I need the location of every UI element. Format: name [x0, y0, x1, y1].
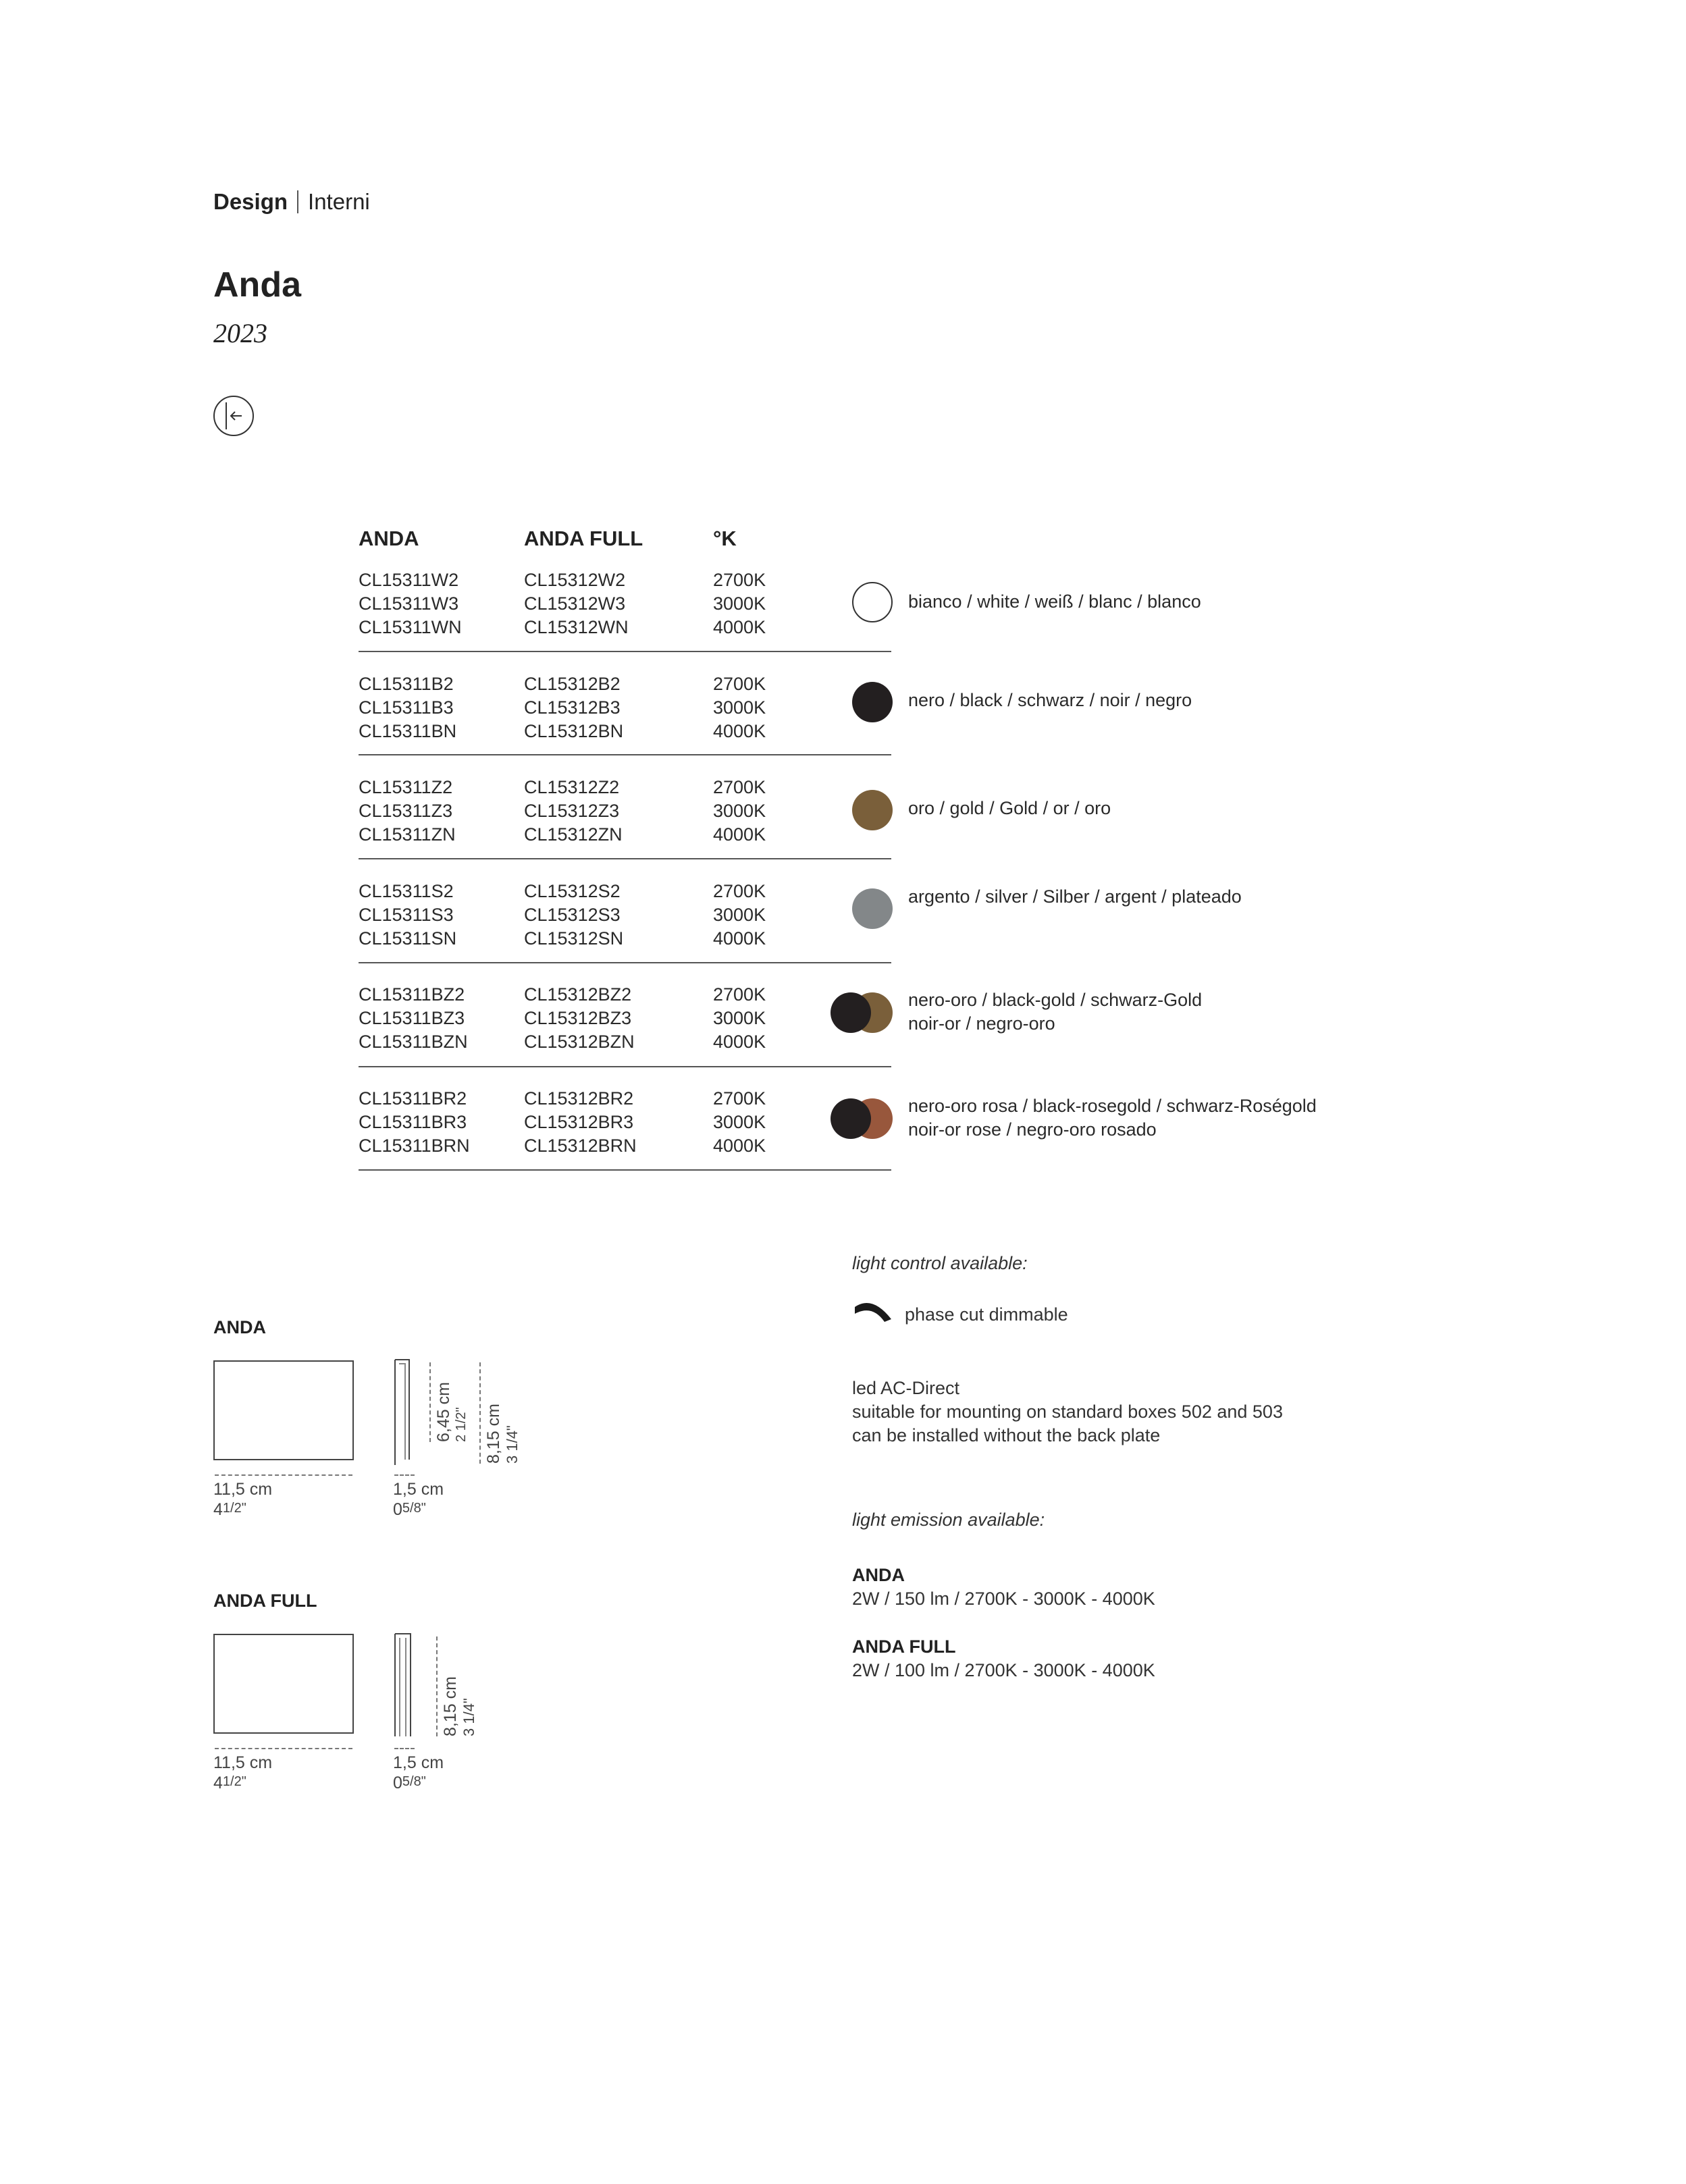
product-title: Anda	[213, 265, 301, 304]
brand-interni: Interni	[308, 189, 370, 214]
width-in	[213, 1500, 246, 1520]
product-year: 2023	[213, 318, 267, 348]
code: CL15312ZN	[524, 824, 623, 845]
row-divider	[359, 1066, 891, 1067]
code: CL15312Z2	[524, 777, 620, 797]
row-divider	[359, 1169, 891, 1171]
height2-cm: 8,15 cm	[484, 1404, 503, 1464]
code: CL15311BZ2	[359, 984, 465, 1005]
swatch-white	[852, 582, 893, 622]
swatch-black	[831, 1098, 871, 1139]
width-in-main: 4	[213, 1500, 223, 1519]
code: CL15311S3	[359, 905, 454, 925]
color-label: argento / silver / Silber / argent / plateado	[908, 886, 1242, 907]
code: CL15311ZN	[359, 824, 456, 845]
kelvin: 3000K	[713, 801, 766, 821]
emission-anda-full	[852, 1635, 1155, 1682]
kelvin: 4000K	[713, 1136, 766, 1156]
kelvin: 2700K	[713, 881, 766, 901]
row-2-anda-codes	[359, 672, 456, 743]
depth-cm: 1,5 cm	[393, 1753, 444, 1772]
code: CL15312BRN	[524, 1136, 637, 1156]
row-4-kelvin	[713, 880, 766, 951]
width-in-fraction: 1/2"	[222, 1774, 246, 1789]
width-dimension-line	[215, 1748, 352, 1749]
width-in-main: 4	[213, 1774, 223, 1792]
kelvin: 2700K	[713, 984, 766, 1005]
height-dimension-line	[429, 1362, 431, 1442]
depth-in-fraction: 5/8"	[402, 1501, 426, 1516]
width-in	[213, 1774, 246, 1793]
color-label: nero-oro rosa / black-rosegold / schwarz-Roségold	[908, 1096, 1317, 1116]
brand-divider	[297, 190, 298, 213]
code: CL15311Z3	[359, 801, 453, 821]
code: CL15312W3	[524, 593, 626, 614]
led-info	[852, 1377, 1283, 1447]
code: CL15311BZN	[359, 1032, 468, 1052]
code: CL15312S2	[524, 881, 621, 901]
light-control-title: light control available:	[852, 1253, 1028, 1273]
kelvin: 2700K	[713, 570, 766, 590]
row-3-kelvin	[713, 776, 766, 847]
emission-name: ANDA	[852, 1565, 905, 1585]
row-5-full-codes	[524, 983, 635, 1054]
led-line: can be installed without the back plate	[852, 1425, 1161, 1445]
emission-spec: 2W / 150 lm / 2700K - 3000K - 4000K	[852, 1589, 1155, 1609]
front-view-anda-full	[213, 1634, 354, 1734]
code: CL15312Z3	[524, 801, 620, 821]
kelvin: 2700K	[713, 777, 766, 797]
kelvin: 3000K	[713, 1112, 766, 1132]
col-header-kelvin: °K	[713, 527, 737, 550]
kelvin: 4000K	[713, 824, 766, 845]
row-3-full-codes	[524, 776, 623, 847]
kelvin: 4000K	[713, 721, 766, 741]
kelvin: 3000K	[713, 905, 766, 925]
row-4-full-codes	[524, 880, 623, 951]
depth-in-main: 0	[393, 1774, 402, 1792]
brand	[213, 189, 370, 215]
depth-in-fraction: 5/8"	[402, 1774, 426, 1789]
height-cm: 8,15 cm	[441, 1676, 460, 1736]
code: CL15312W2	[524, 570, 626, 590]
arrow-left-circle-icon	[215, 397, 253, 435]
height1-cm: 6,45 cm	[434, 1382, 453, 1442]
row-divider	[359, 962, 891, 963]
height-dimension-line	[479, 1362, 481, 1464]
kelvin: 3000K	[713, 1008, 766, 1028]
code: CL15312BR3	[524, 1112, 634, 1132]
code: CL15312BZN	[524, 1032, 635, 1052]
code: CL15312BZ3	[524, 1008, 632, 1028]
row-6-anda-codes	[359, 1087, 470, 1158]
code: CL15311BN	[359, 721, 457, 741]
emission-anda	[852, 1564, 1155, 1611]
row-divider	[359, 651, 891, 652]
side-view-anda-full	[393, 1632, 420, 1738]
front-view-anda	[213, 1360, 354, 1460]
height-in: 3 1/4"	[460, 1698, 477, 1736]
kelvin: 4000K	[713, 617, 766, 637]
col-header-anda-full: ANDA FULL	[524, 527, 643, 550]
row-1-kelvin	[713, 568, 766, 639]
code: CL15311SN	[359, 928, 457, 949]
code: CL15311BR3	[359, 1112, 467, 1132]
row-3-color	[908, 797, 1111, 820]
row-divider	[359, 754, 891, 755]
row-5-color	[908, 988, 1202, 1036]
row-5-anda-codes	[359, 983, 468, 1054]
color-label: noir-or rose / negro-oro rosado	[908, 1119, 1157, 1140]
color-label: nero / black / schwarz / noir / negro	[908, 690, 1192, 710]
swatch-black	[852, 682, 893, 722]
drawing-label-anda: ANDA	[213, 1317, 266, 1337]
led-line: led AC-Direct	[852, 1378, 960, 1398]
emission-spec: 2W / 100 lm / 2700K - 3000K - 4000K	[852, 1660, 1155, 1680]
swatch-gold	[852, 790, 893, 830]
width-cm: 11,5 cm	[213, 1753, 273, 1772]
height2-in: 3 1/4"	[504, 1425, 521, 1464]
code: CL15311W3	[359, 593, 459, 614]
side-view-anda	[393, 1358, 420, 1465]
width-cm: 11,5 cm	[213, 1480, 273, 1499]
row-3-anda-codes	[359, 776, 456, 847]
color-label: noir-or / negro-oro	[908, 1013, 1055, 1034]
row-2-kelvin	[713, 672, 766, 743]
code: CL15311BZ3	[359, 1008, 465, 1028]
code: CL15311S2	[359, 881, 454, 901]
code: CL15312BR2	[524, 1088, 634, 1109]
code: CL15311B3	[359, 697, 454, 718]
code: CL15312SN	[524, 928, 624, 949]
code: CL15311B2	[359, 674, 454, 694]
depth-dimension-line	[394, 1748, 415, 1749]
row-1-full-codes	[524, 568, 629, 639]
row-4-anda-codes	[359, 880, 456, 951]
color-label: nero-oro / black-gold / schwarz-Gold	[908, 990, 1203, 1010]
code: CL15311BR2	[359, 1088, 467, 1109]
row-1-anda-codes	[359, 568, 462, 639]
depth-in-main: 0	[393, 1500, 402, 1519]
code: CL15312B3	[524, 697, 621, 718]
color-label: bianco / white / weiß / blanc / blanco	[908, 591, 1201, 612]
height1-in: 2 1/2"	[454, 1407, 469, 1442]
code: CL15312BZ2	[524, 984, 632, 1005]
row-6-color	[908, 1094, 1317, 1142]
row-divider	[359, 858, 891, 859]
depth-dimension-line	[394, 1474, 415, 1476]
brand-design: Design	[213, 189, 288, 214]
row-2-color	[908, 689, 1192, 712]
code: CL15312BN	[524, 721, 624, 741]
back-button[interactable]	[213, 396, 254, 436]
width-dimension-line	[215, 1474, 352, 1476]
kelvin: 4000K	[713, 1032, 766, 1052]
code: CL15312B2	[524, 674, 621, 694]
emission-name: ANDA FULL	[852, 1636, 956, 1657]
kelvin: 2700K	[713, 1088, 766, 1109]
col-header-anda: ANDA	[359, 527, 419, 550]
led-line: suitable for mounting on standard boxes 502 and 503	[852, 1402, 1283, 1422]
kelvin: 2700K	[713, 674, 766, 694]
row-5-kelvin	[713, 983, 766, 1054]
width-in-fraction: 1/2"	[222, 1501, 246, 1516]
row-6-full-codes	[524, 1087, 637, 1158]
row-4-color	[908, 885, 1242, 909]
color-label: oro / gold / Gold / or / oro	[908, 798, 1111, 818]
depth-in	[393, 1774, 426, 1793]
row-1-color	[908, 590, 1201, 614]
kelvin: 4000K	[713, 928, 766, 949]
code: CL15312WN	[524, 617, 629, 637]
swatch-black	[831, 992, 871, 1033]
dimmable-label: phase cut dimmable	[905, 1304, 1068, 1325]
swatch-silver	[852, 888, 893, 929]
row-6-kelvin	[713, 1087, 766, 1158]
depth-cm: 1,5 cm	[393, 1480, 444, 1499]
depth-in	[393, 1500, 426, 1520]
row-2-full-codes	[524, 672, 623, 743]
drawing-label-anda-full: ANDA FULL	[213, 1591, 317, 1611]
phase-cut-dimmable-icon	[852, 1298, 894, 1325]
height-dimension-line	[436, 1636, 438, 1736]
kelvin: 3000K	[713, 593, 766, 614]
code: CL15312S3	[524, 905, 621, 925]
code: CL15311WN	[359, 617, 462, 637]
code: CL15311Z2	[359, 777, 453, 797]
code: CL15311W2	[359, 570, 459, 590]
light-emission-title: light emission available:	[852, 1510, 1045, 1530]
kelvin: 3000K	[713, 697, 766, 718]
code: CL15311BRN	[359, 1136, 470, 1156]
